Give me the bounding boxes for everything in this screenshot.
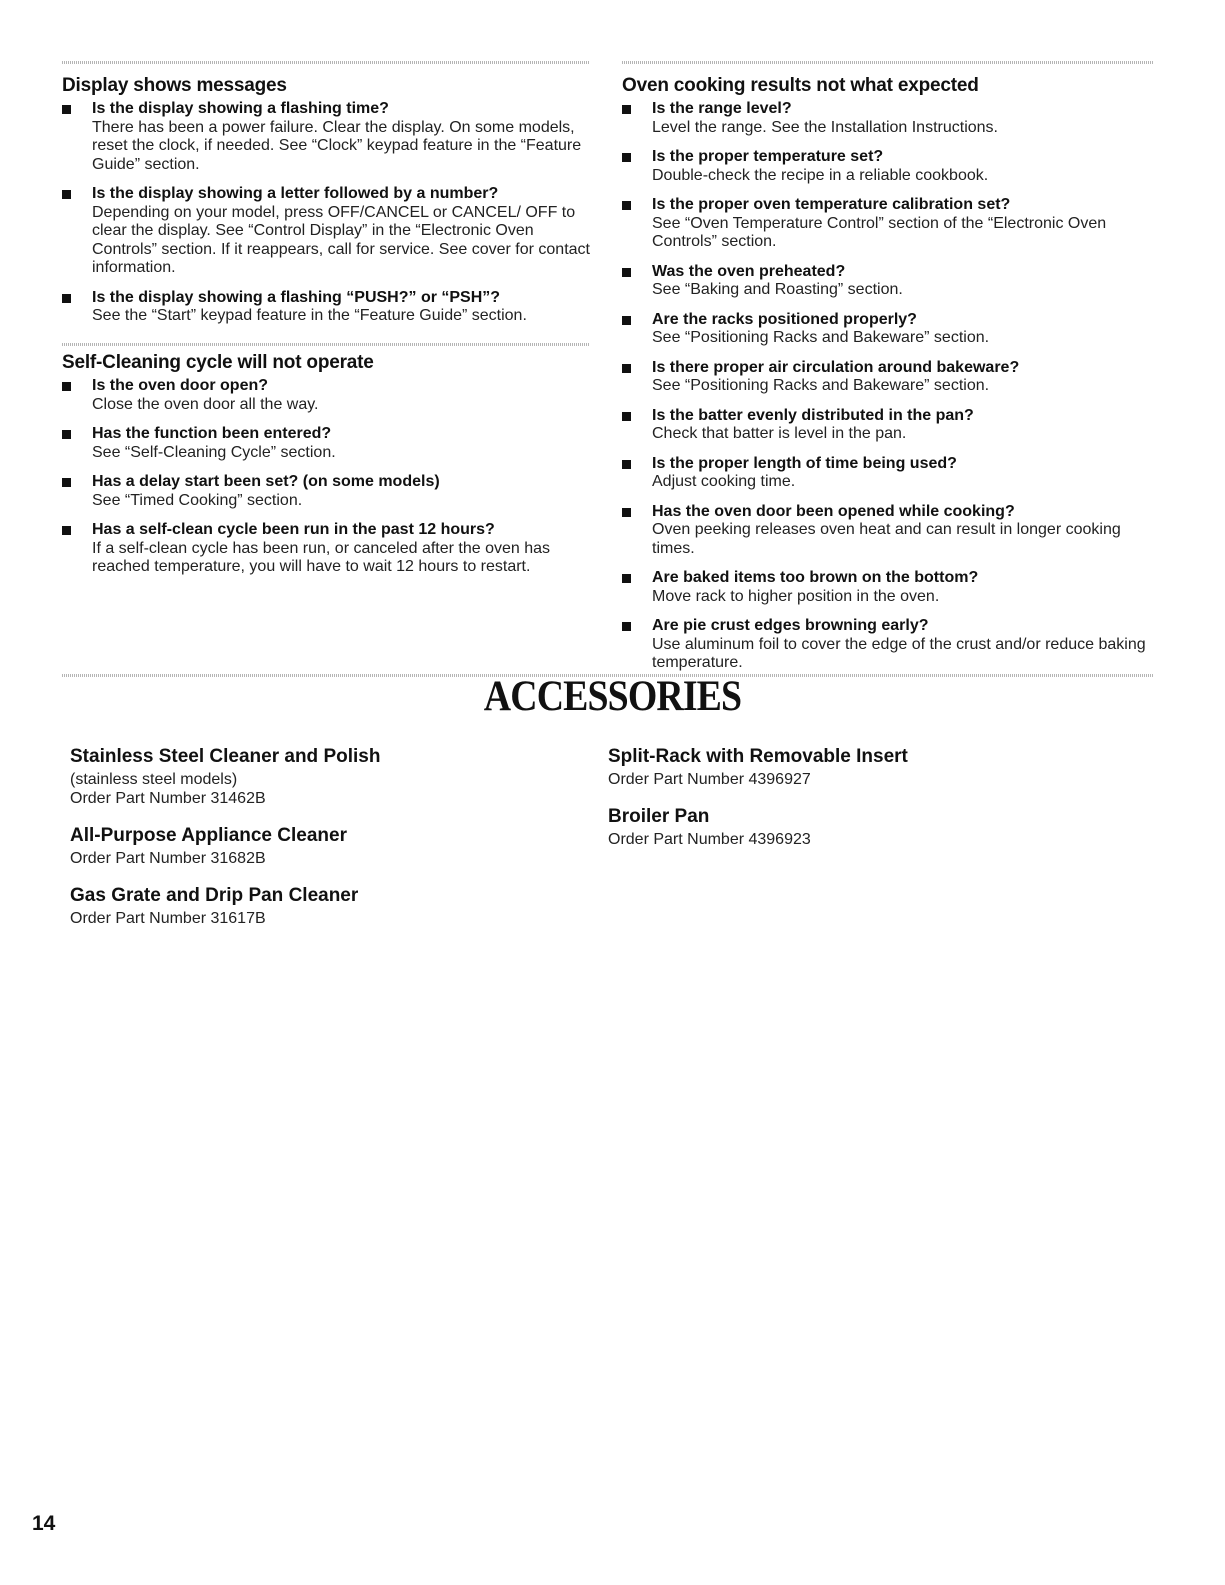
troubleshoot-section	[62, 75, 592, 337]
list-item	[62, 521, 592, 577]
section-divider	[622, 61, 1153, 64]
answer: Move rack to higher position in the oven.	[652, 587, 940, 605]
answer: Level the range. See the Installation Instructions.	[652, 118, 998, 136]
question: Is the batter evenly distributed in the pan?	[652, 406, 974, 424]
question: Are pie crust edges browning early?	[652, 617, 929, 634]
bullet-icon	[622, 574, 631, 583]
question: Has a self-clean cycle been run in the past 12 hours?	[92, 521, 495, 538]
answer: See the “Start” keypad feature in the “Feature Guide” section.	[92, 307, 527, 324]
list-item	[622, 569, 1154, 606]
accessory-name: Split-Rack with Removable Insert	[608, 746, 908, 767]
question: Is the proper temperature set?	[652, 148, 884, 165]
bullet-icon	[622, 268, 631, 277]
bullet-icon	[62, 190, 71, 199]
question-list	[62, 100, 592, 326]
list-item	[62, 377, 592, 414]
bullet-icon	[62, 478, 71, 487]
bullet-icon	[622, 316, 631, 325]
accessory-item	[70, 885, 570, 928]
list-item	[62, 185, 592, 278]
accessory-detail: (stainless steel models)	[70, 771, 238, 788]
question: Was the oven preheated?	[652, 262, 846, 280]
question-list	[62, 377, 592, 577]
accessory-name: Stainless Steel Cleaner and Polish	[70, 746, 381, 767]
answer: Close the oven door all the way.	[92, 395, 319, 413]
section-divider	[62, 343, 590, 346]
bullet-icon	[622, 508, 631, 517]
answer: Oven peeking releases oven heat and can result in longer cooking times.	[652, 521, 1121, 557]
question: Is the range level?	[652, 100, 792, 117]
bullet-icon	[622, 364, 631, 373]
question: Is the proper oven temperature calibration set?	[652, 196, 1011, 213]
question: Is the proper length of time being used?	[652, 454, 957, 472]
question: Is the display showing a flashing “PUSH?” or “PSH”?	[92, 288, 501, 306]
accessories-left	[70, 746, 570, 945]
accessory-item	[608, 806, 1108, 849]
bullet-icon	[622, 412, 631, 421]
accessory-part-number: Order Part Number 4396927	[608, 771, 811, 788]
bullet-icon	[622, 201, 631, 210]
bullet-icon	[62, 105, 71, 114]
list-item	[622, 455, 1154, 492]
list-item	[622, 263, 1154, 300]
list-item	[62, 289, 592, 326]
accessory-name: All-Purpose Appliance Cleaner	[70, 825, 347, 846]
question: Has a delay start been set? (on some models)	[92, 473, 440, 490]
bullet-icon	[62, 294, 71, 303]
page-number: 14	[32, 1512, 56, 1535]
section-title: Display shows messages	[62, 75, 287, 96]
accessory-part-number: Order Part Number 31462B	[70, 790, 266, 807]
list-item	[622, 148, 1154, 185]
accessory-item	[70, 825, 570, 868]
answer: There has been a power failure. Clear the display. On some models, reset the clock, if needed. See “Clock” keypad feature in the “Feature Guide” section.	[92, 118, 582, 173]
answer: See “Oven Temperature Control” section of the “Electronic Oven Controls” section.	[652, 214, 1107, 250]
answer: See “Positioning Racks and Bakeware” section.	[652, 329, 990, 346]
answer: Use aluminum foil to cover the edge of the crust and/or reduce baking temperature.	[652, 635, 1146, 671]
bullet-icon	[62, 526, 71, 535]
list-item	[622, 407, 1154, 444]
accessory-part-number: Order Part Number 4396923	[608, 831, 811, 848]
accessories-right	[608, 746, 1108, 866]
troubleshoot-section	[62, 352, 592, 588]
question-list	[622, 100, 1154, 673]
list-item	[622, 617, 1154, 673]
answer: If a self-clean cycle has been run, or canceled after the oven has reached temperature, you will have to wait 12 hours to restart.	[92, 539, 551, 575]
list-item	[622, 311, 1154, 348]
question: Has the oven door been opened while cooking?	[652, 502, 1015, 520]
list-item	[62, 100, 592, 174]
list-item	[62, 425, 592, 462]
question: Is the display showing a flashing time?	[92, 100, 389, 117]
accessory-item	[608, 746, 1108, 789]
list-item	[62, 473, 592, 510]
accessory-name: Broiler Pan	[608, 806, 710, 827]
answer: Depending on your model, press OFF/CANCEL or CANCEL/ OFF to clear the display. See “Control Display” in the “Electronic Oven Controls” section. If it reappears, call for service. See cover for contact information.	[92, 203, 590, 276]
accessories-heading: ACCESSORIES	[483, 673, 742, 720]
bullet-icon	[622, 105, 631, 114]
bullet-icon	[622, 460, 631, 469]
section-title: Oven cooking results not what expected	[622, 75, 979, 96]
question: Has the function been entered?	[92, 425, 332, 442]
answer: Check that batter is level in the pan.	[652, 425, 907, 442]
list-item	[622, 359, 1154, 396]
accessory-part-number: Order Part Number 31682B	[70, 850, 266, 867]
accessory-part-number: Order Part Number 31617B	[70, 910, 266, 927]
troubleshoot-section	[622, 75, 1154, 684]
bullet-icon	[622, 153, 631, 162]
accessory-item	[70, 746, 570, 808]
bullet-icon	[62, 382, 71, 391]
accessory-name: Gas Grate and Drip Pan Cleaner	[70, 885, 359, 906]
section-divider	[62, 61, 590, 64]
answer: See “Timed Cooking” section.	[92, 491, 303, 509]
answer: Double-check the recipe in a reliable cookbook.	[652, 166, 989, 184]
question: Are the racks positioned properly?	[652, 310, 917, 328]
question: Is the display showing a letter followed by a number?	[92, 185, 499, 202]
bullet-icon	[62, 430, 71, 439]
answer: See “Self-Cleaning Cycle” section.	[92, 443, 336, 461]
question: Is the oven door open?	[92, 377, 269, 394]
question: Is there proper air circulation around bakeware?	[652, 358, 1020, 376]
section-title: Self-Cleaning cycle will not operate	[62, 352, 374, 373]
list-item	[622, 503, 1154, 559]
answer: Adjust cooking time.	[652, 473, 796, 490]
bullet-icon	[622, 622, 631, 631]
question: Are baked items too brown on the bottom?	[652, 569, 979, 586]
list-item	[622, 196, 1154, 252]
answer: See “Baking and Roasting” section.	[652, 281, 903, 298]
list-item	[622, 100, 1154, 137]
answer: See “Positioning Racks and Bakeware” section.	[652, 377, 990, 394]
